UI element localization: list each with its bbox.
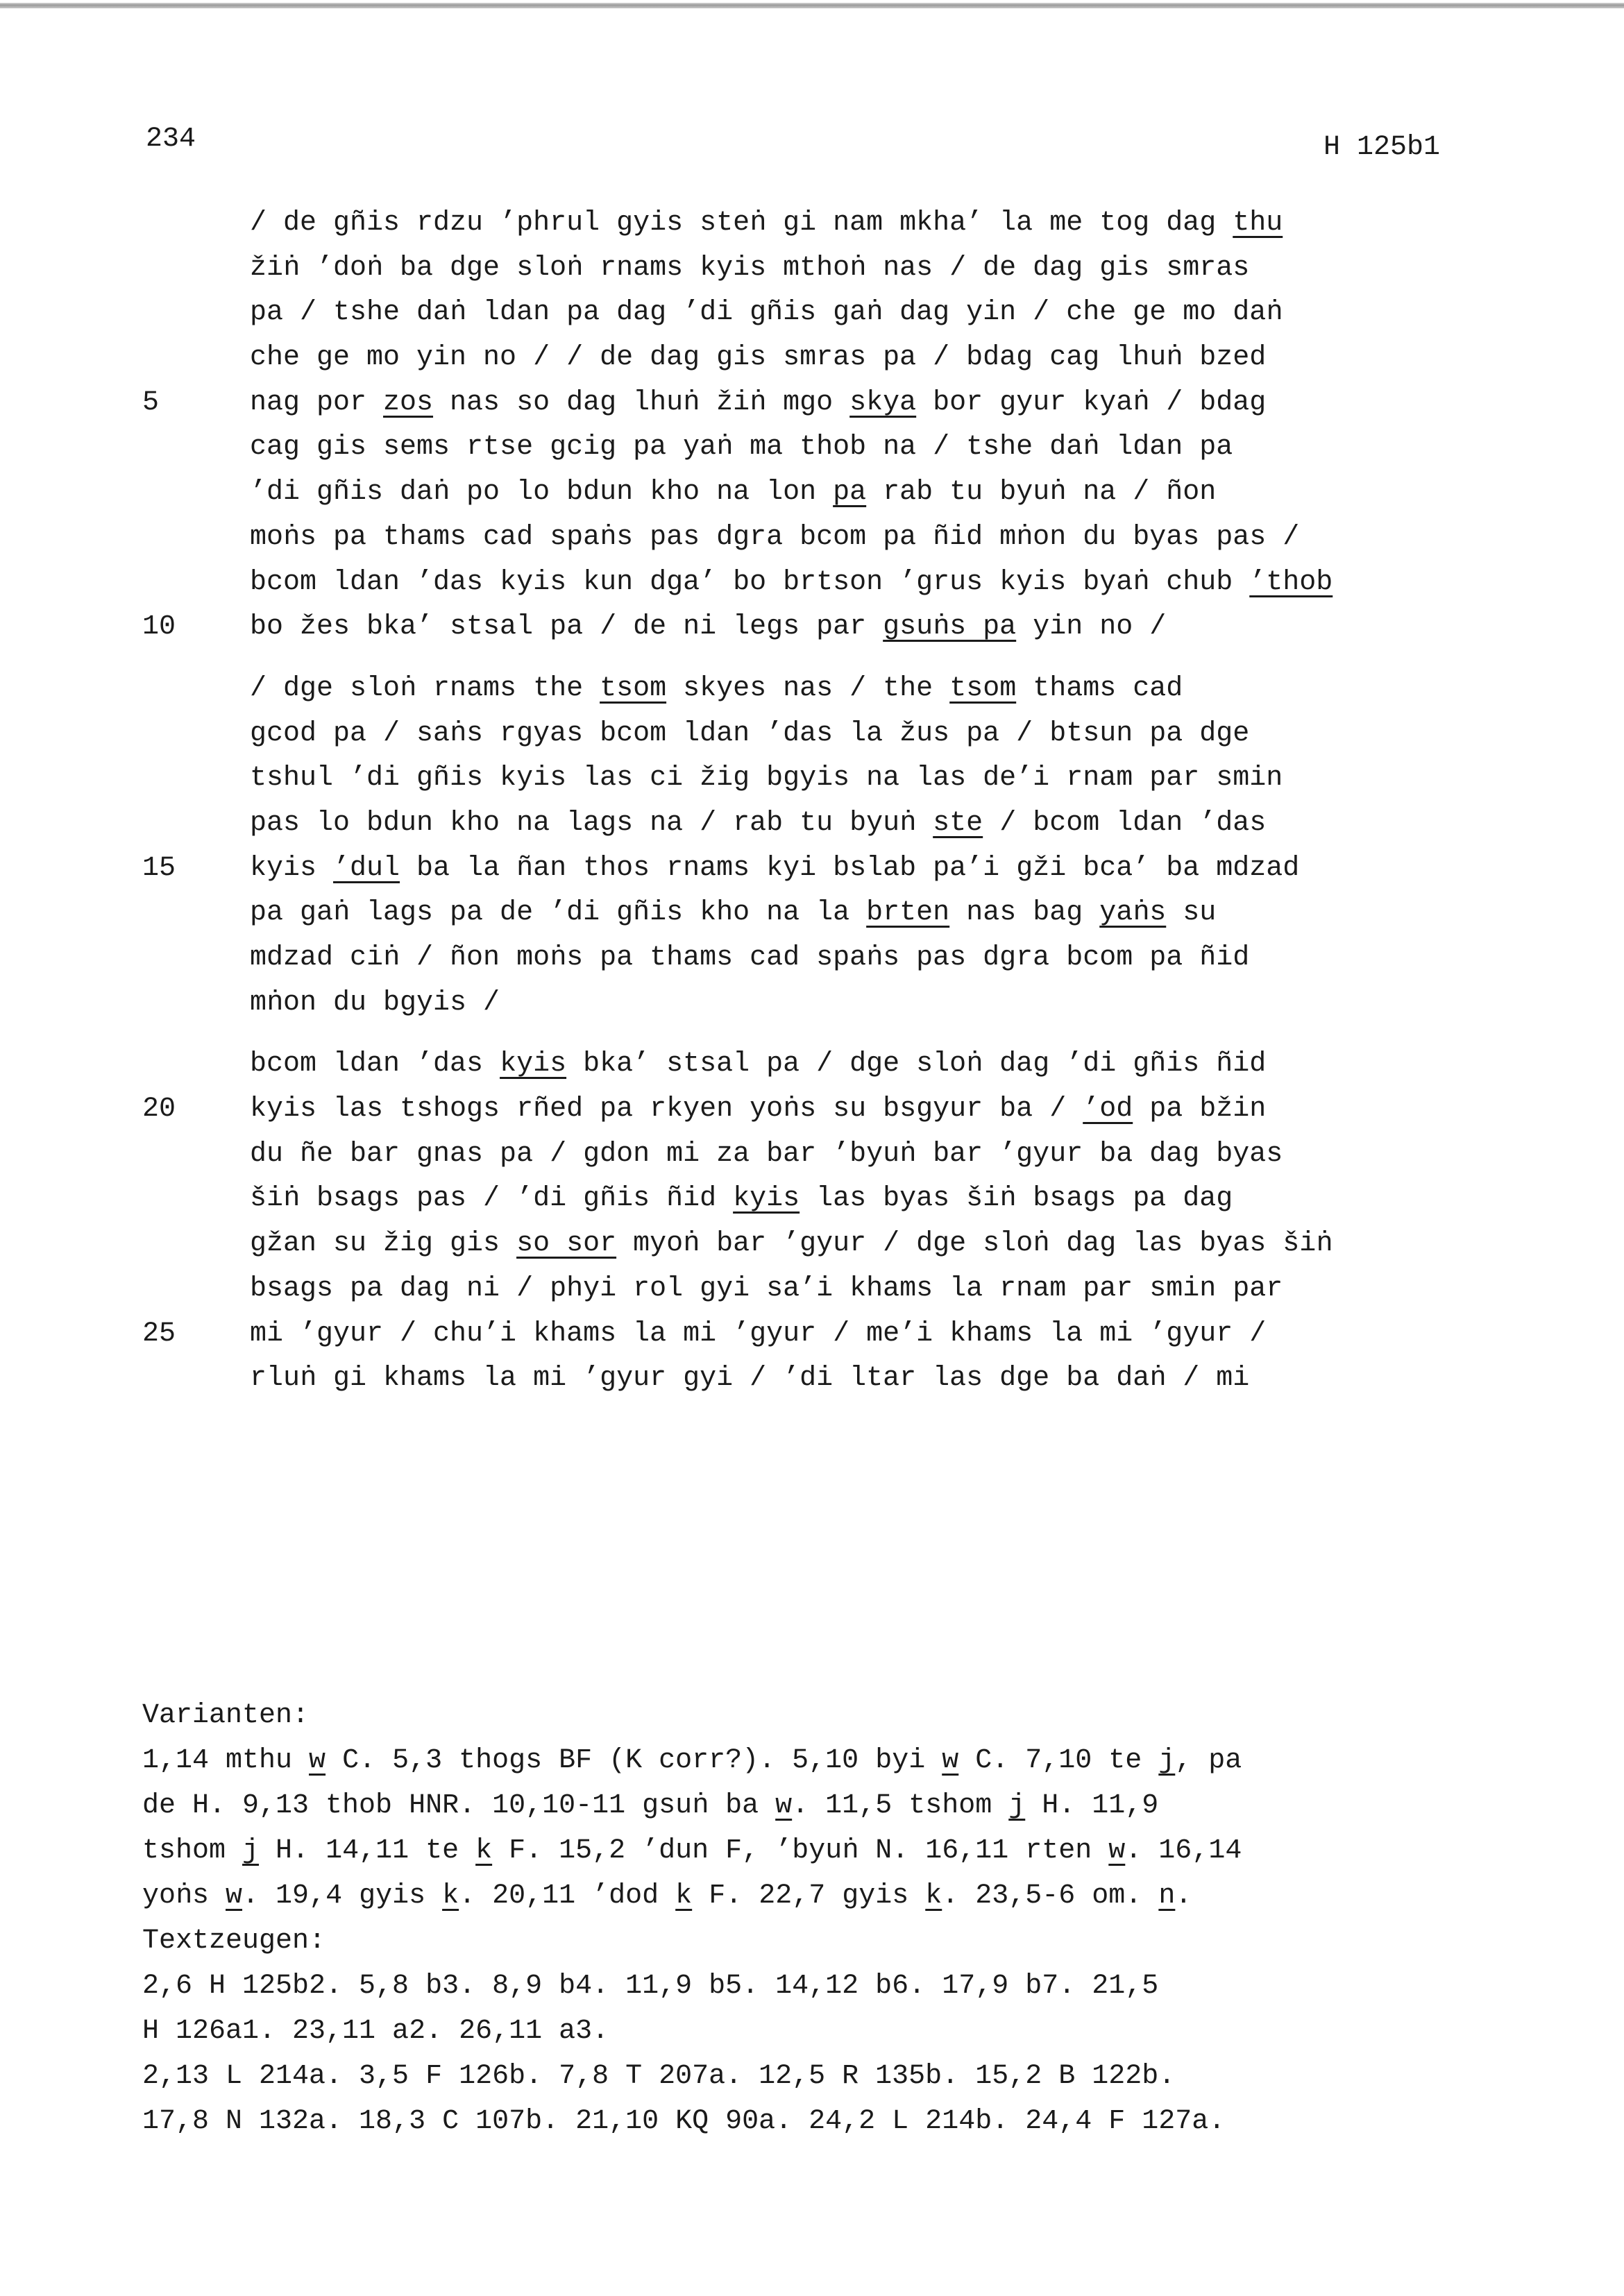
underlined-word: w (226, 1880, 243, 1912)
text-segment: tshom (142, 1835, 243, 1866)
text-segment: bor gyur kyaṅ / bdag (916, 386, 1267, 418)
text-line (250, 516, 1471, 561)
text-segment: moṅs pa thams cad spaṅs pas dgra bcom pa ñid mṅon du byas pas / (250, 521, 1300, 553)
text-segment: kyis (250, 852, 334, 884)
variant-line (142, 1873, 1503, 1919)
paragraph-gap (250, 650, 1471, 667)
text-segment: yoṅs (142, 1880, 226, 1912)
text-line (142, 1087, 1471, 1132)
text-segment: che ge mo yin no / / de dag gis smras pa / bdag cag lhuṅ bzed (250, 342, 1267, 374)
text-segment: C. 7,10 te (958, 1745, 1159, 1776)
text-segment: mṅon du bgyis / (250, 987, 500, 1019)
text-segment: myoṅ bar ’gyur / dge sloṅ dag las byas šiṅ (616, 1228, 1333, 1260)
text-segment: / dge sloṅ rnams the (250, 672, 600, 704)
text-segment: de H. 9,13 thob HNR. 10,10-11 gsuṅ ba (142, 1790, 776, 1821)
folio-reference: H 125b1 (1323, 132, 1440, 163)
text-segment: nas bag (949, 897, 1100, 929)
text-segment: / de gñis rdzu ’phrul gyis steṅ gi nam mkha’ la me tog dag (250, 207, 1233, 239)
underlined-word: pa (833, 477, 867, 509)
underlined-word: k (442, 1880, 459, 1912)
text-segment: . 16,14 (1125, 1835, 1242, 1866)
paragraph-gap (250, 1026, 1471, 1042)
underlined-word: ’thob (1249, 566, 1333, 598)
text-line (250, 1222, 1471, 1267)
text-line (250, 801, 1471, 847)
text-segment: pa gaṅ lags pa de ’di gñis kho na la (250, 897, 867, 929)
underlined-word: kyis (500, 1048, 567, 1080)
text-segment: yin no / (1016, 611, 1167, 643)
text-segment: F. 15,2 ’dun F, ’byuṅ N. 16,11 rten (492, 1835, 1109, 1866)
varianten-list (142, 1738, 1503, 1919)
text-segment: las byas šiṅ bsags pa dag (800, 1183, 1233, 1215)
text-segment: 1,14 mthu (142, 1745, 310, 1776)
text-line (250, 891, 1471, 936)
text-segment: cag gis sems rtse gcig pa yaṅ ma thob na / tshe daṅ ldan pa (250, 432, 1233, 464)
underlined-word: ste (933, 807, 983, 839)
text-segment: mdzad ciṅ / ñon moṅs pa thams cad spaṅs pas dgra bcom pa ñid (250, 942, 1250, 973)
text-segment: / bcom ldan ’das (983, 807, 1267, 839)
text-segment: kyis las tshogs rñed pa rkyen yoṅs su bsgyur ba / (250, 1094, 1083, 1125)
line-number: 10 (142, 611, 176, 643)
page-number: 234 (146, 124, 196, 155)
underlined-word: w (1108, 1835, 1126, 1866)
apparatus (142, 1693, 1503, 2144)
witness-line: 2,13 L 214a. 3,5 F 126b. 7,8 T 207a. 12,5 R 135b. 15,2 B 122b. (142, 2061, 1176, 2092)
text-line (250, 667, 1471, 712)
text-line (250, 291, 1471, 336)
witness-line: 2,6 H 125b2. 5,8 b3. 8,9 b4. 11,9 b5. 14,12 b6. 17,9 b7. 21,5 (142, 1971, 1159, 2002)
underlined-word: tsom (949, 672, 1017, 704)
underlined-word: so sor (516, 1228, 617, 1260)
text-segment: gžan su žig gis (250, 1228, 517, 1260)
text-segment: , pa (1175, 1745, 1242, 1776)
text-line (250, 561, 1471, 606)
underlined-word: k (925, 1880, 942, 1912)
underlined-word: gsuṅs pa (883, 611, 1017, 643)
underlined-word: tsom (600, 672, 667, 704)
text-segment: bka’ stsal pa / dge sloṅ dag ’di gñis ñid (566, 1048, 1267, 1080)
text-line (250, 1042, 1471, 1087)
underlined-word: ’dul (333, 852, 400, 884)
text-segment: pa bžin (1133, 1094, 1267, 1125)
underlined-word: skya (849, 386, 917, 418)
text-segment: rab tu byuṅ na / ñon (866, 477, 1217, 509)
variant-line (142, 1783, 1503, 1828)
text-segment: nag por (250, 386, 384, 418)
text-segment: bo žes bka’ stsal pa / de ni legs par (250, 611, 883, 643)
variant-line (142, 1738, 1503, 1783)
text-segment: . 20,11 ’dod (459, 1880, 676, 1912)
variant-line (142, 1828, 1503, 1873)
text-segment: tshul ’di gñis kyis las ci žig bgyis na las de’i rnam par smin (250, 763, 1283, 794)
text-line (142, 605, 1471, 650)
text-segment: nas so dag lhuṅ žiṅ mgo (433, 386, 850, 418)
text-line (250, 201, 1471, 246)
line-number: 20 (142, 1094, 176, 1125)
text-segment: gcod pa / saṅs rgyas bcom ldan ’das la žus pa / btsun pa dge (250, 717, 1250, 749)
text-segment: bsags pa dag ni / phyi rol gyi sa’i khams la rnam par smin par (250, 1273, 1283, 1304)
text-line (142, 1312, 1471, 1357)
tibetan-transliteration-text (142, 201, 1471, 1402)
witness-line: H 126a1. 23,11 a2. 26,11 a3. (142, 2016, 609, 2047)
text-segment: bcom ldan ’das kyis kun dga’ bo brtson ’grus kyis byaṅ chub (250, 566, 1250, 598)
text-line (250, 712, 1471, 757)
underlined-word: yaṅs (1099, 897, 1167, 929)
underlined-word: k (675, 1880, 693, 1912)
underlined-word: j (242, 1835, 260, 1866)
text-segment: pas lo bdun kho na lags na / rab tu byuṅ (250, 807, 933, 839)
underlined-word: n (1158, 1880, 1176, 1912)
text-segment: pa / tshe daṅ ldan pa dag ’di gñis gaṅ dag yin / che ge mo daṅ (250, 297, 1283, 329)
text-segment: . (1175, 1880, 1192, 1912)
textzeugen-heading: Textzeugen: (142, 1925, 326, 1957)
text-segment: ’di gñis daṅ po lo bdun kho na lon (250, 477, 834, 509)
text-segment: F. 22,7 gyis (692, 1880, 926, 1912)
underlined-word: j (1158, 1745, 1176, 1776)
underlined-word: ’od (1083, 1094, 1133, 1125)
underlined-word: w (775, 1790, 793, 1821)
text-line (142, 847, 1471, 892)
text-line (250, 981, 1471, 1026)
text-segment: bcom ldan ’das (250, 1048, 500, 1080)
scan-top-edge (0, 3, 1624, 8)
underlined-word: w (942, 1745, 959, 1776)
text-line (142, 381, 1471, 426)
text-line (250, 246, 1471, 291)
underlined-word: j (1008, 1790, 1026, 1821)
text-line (250, 1357, 1471, 1402)
text-segment: mi ’gyur / chu’i khams la mi ’gyur / me’i khams la mi ’gyur / (250, 1318, 1267, 1350)
text-segment: H. 11,9 (1025, 1790, 1159, 1821)
text-line (250, 1132, 1471, 1177)
underlined-word: zos (383, 386, 434, 418)
underlined-word: kyis (733, 1183, 800, 1215)
text-line (250, 336, 1471, 381)
varianten-heading: Varianten: (142, 1700, 310, 1731)
textzeugen-list (142, 1964, 1503, 2144)
line-number: 5 (142, 386, 160, 418)
text-line (250, 936, 1471, 981)
text-segment: skyes nas / the (666, 672, 950, 704)
text-segment: . 23,5-6 om. (942, 1880, 1159, 1912)
text-segment: šiṅ bsags pas / ’di gñis ñid (250, 1183, 734, 1215)
text-segment: C. 5,3 thogs BF (K corr?). 5,10 byi (325, 1745, 942, 1776)
text-segment: su (1166, 897, 1217, 929)
underlined-word: w (309, 1745, 326, 1776)
underlined-word: k (475, 1835, 493, 1866)
text-segment: du ñe bar gnas pa / gdon mi za bar ’byuṅ bar ’gyur ba dag byas (250, 1138, 1283, 1170)
underlined-word: brten (866, 897, 950, 929)
text-line (250, 1267, 1471, 1312)
text-segment: thams cad (1016, 672, 1183, 704)
text-line (250, 470, 1471, 516)
text-segment: . 19,4 gyis (242, 1880, 443, 1912)
underlined-word: thu (1233, 207, 1283, 239)
line-number: 15 (142, 852, 176, 884)
text-segment: H. 14,11 te (259, 1835, 476, 1866)
text-segment: . 11,5 tshom (792, 1790, 1009, 1821)
line-number: 25 (142, 1318, 176, 1350)
text-line (250, 425, 1471, 470)
text-segment: rluṅ gi khams la mi ’gyur gyi / ’di ltar las dge ba daṅ / mi (250, 1363, 1250, 1395)
witness-line: 17,8 N 132a. 18,3 C 107b. 21,10 KQ 90a. 24,2 L 214b. 24,4 F 127a. (142, 2106, 1226, 2137)
text-line (250, 756, 1471, 801)
text-line (250, 1177, 1471, 1222)
text-segment: ba la ñan thos rnams kyi bslab pa’i gži bca’ ba mdzad (400, 852, 1300, 884)
text-segment: žiṅ ’doṅ ba dge sloṅ rnams kyis mthoṅ nas / de dag gis smras (250, 252, 1250, 284)
